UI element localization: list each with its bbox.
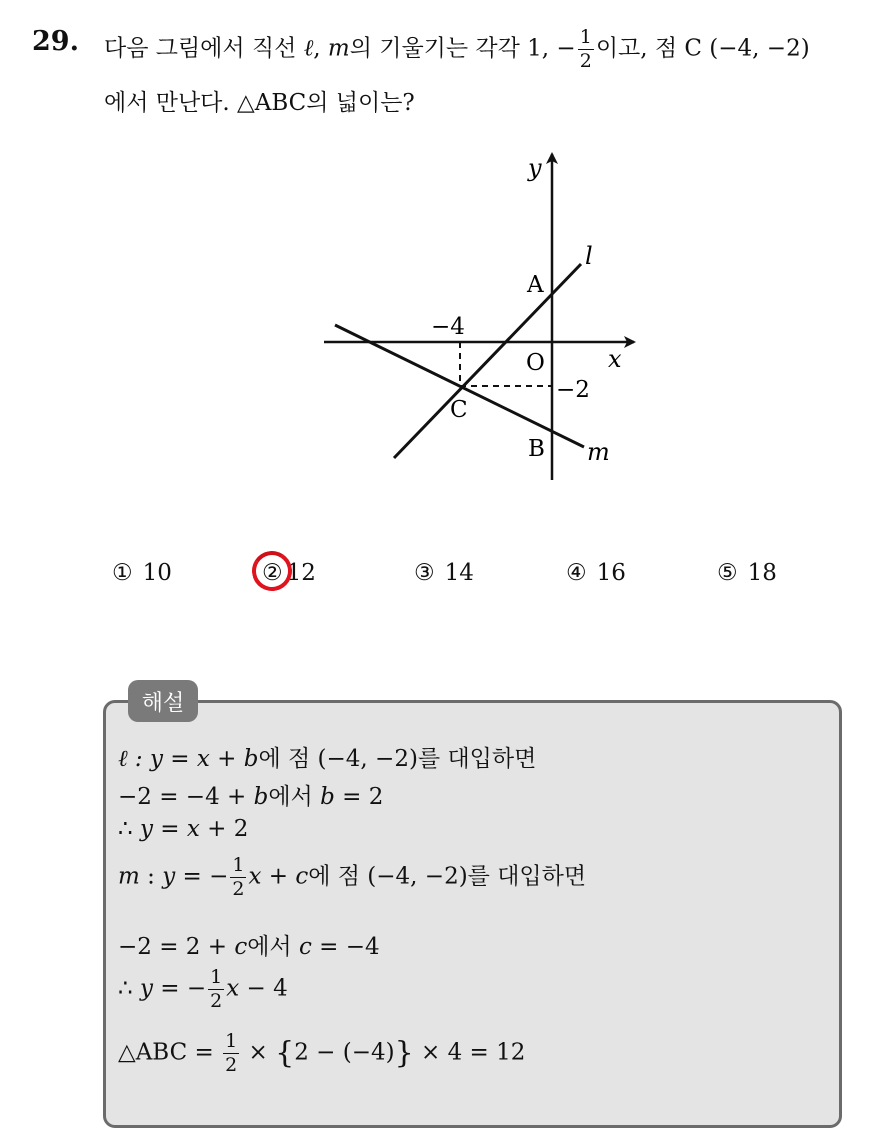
math-text: + bbox=[209, 746, 244, 772]
math-text: = − bbox=[175, 863, 229, 890]
line-l-symbol: ℓ bbox=[303, 35, 314, 62]
solution-line-5 bbox=[118, 928, 380, 961]
math-text: = − bbox=[152, 975, 207, 1002]
choice-value: 10 bbox=[142, 560, 172, 586]
therefore-symbol: ∴ bbox=[118, 975, 140, 1002]
fraction-numerator: 1 bbox=[225, 1030, 238, 1052]
math-var: x bbox=[196, 746, 210, 772]
math-var: b bbox=[320, 784, 335, 810]
line-m-symbol: m bbox=[327, 35, 350, 62]
question-text: 다음 그림에서 직선 bbox=[104, 35, 304, 62]
math-var: c bbox=[298, 934, 312, 960]
point-c-label: C bbox=[450, 397, 468, 423]
point-b-label: B bbox=[528, 436, 545, 462]
math-text: : bbox=[139, 863, 163, 890]
question-number: 29. bbox=[32, 26, 79, 57]
fraction-denominator: 2 bbox=[232, 878, 245, 900]
math-var: b bbox=[243, 746, 259, 772]
point-a-label: A bbox=[527, 272, 544, 298]
math-var: y bbox=[162, 863, 176, 890]
math-text: −2 = −4 + bbox=[118, 784, 254, 810]
choice-value: 16 bbox=[596, 560, 626, 586]
math-var: c bbox=[295, 863, 309, 890]
y-tick-label: −2 bbox=[556, 377, 590, 403]
math-text: ℓ : bbox=[118, 746, 150, 772]
solution-line-7 bbox=[118, 1032, 525, 1075]
fraction-numerator: 1 bbox=[232, 854, 245, 876]
choice-number: ② bbox=[262, 560, 283, 586]
math-var: y bbox=[139, 816, 153, 842]
slope-fraction bbox=[578, 28, 594, 71]
choice-number: ⑤ bbox=[717, 560, 738, 586]
choice-1[interactable] bbox=[112, 560, 172, 586]
math-text: 에 점 (−4, −2)를 대입하면 bbox=[258, 746, 537, 772]
question-text-line-1 bbox=[104, 28, 810, 71]
brace-open: { bbox=[275, 1035, 295, 1071]
math-var: b bbox=[253, 784, 269, 810]
choice-number: ① bbox=[112, 560, 133, 586]
fraction bbox=[223, 1032, 239, 1075]
math-text: △ABC = bbox=[118, 1039, 222, 1066]
solution-line-6 bbox=[118, 968, 288, 1011]
line-m-label: m bbox=[587, 438, 610, 466]
brace-close: } bbox=[394, 1035, 414, 1071]
math-var: x bbox=[186, 816, 200, 842]
answer-choices bbox=[0, 560, 884, 600]
question-text: 의 기울기는 각각 1, − bbox=[349, 35, 576, 62]
marked-answer-circle bbox=[248, 547, 295, 594]
math-text: −2 = 2 + bbox=[118, 934, 235, 960]
choice-4[interactable] bbox=[566, 560, 626, 586]
math-text: = bbox=[162, 746, 197, 772]
choice-number: ④ bbox=[566, 560, 587, 586]
fraction-denominator: 2 bbox=[579, 50, 592, 72]
solution-tab: 해설 bbox=[128, 680, 198, 722]
fraction bbox=[230, 856, 246, 899]
math-text: 2 − (−4) bbox=[294, 1039, 395, 1066]
solution-line-3 bbox=[118, 816, 248, 842]
math-text: × bbox=[241, 1039, 276, 1066]
y-axis-label: y bbox=[528, 154, 542, 182]
therefore-symbol: ∴ bbox=[118, 816, 140, 842]
x-axis-label: x bbox=[608, 345, 622, 373]
math-var: x bbox=[248, 863, 262, 890]
coordinate-graph bbox=[300, 140, 660, 500]
math-text: 에서 bbox=[247, 934, 299, 960]
math-var: y bbox=[139, 975, 153, 1002]
math-text: = −4 bbox=[311, 934, 380, 960]
choice-value: 12 bbox=[286, 560, 316, 586]
choice-value: 18 bbox=[747, 560, 777, 586]
fraction-denominator: 2 bbox=[225, 1054, 238, 1076]
math-text: + bbox=[261, 863, 296, 890]
math-var: y bbox=[149, 746, 163, 772]
fraction-denominator: 2 bbox=[210, 990, 223, 1012]
choice-3[interactable] bbox=[414, 560, 474, 586]
line-l-label: l bbox=[585, 242, 593, 270]
math-text: 에 점 (−4, −2)를 대입하면 bbox=[308, 863, 587, 890]
solution-line-1 bbox=[118, 740, 536, 773]
solution-line-4 bbox=[118, 856, 586, 899]
math-var: m bbox=[118, 863, 140, 890]
fraction bbox=[208, 968, 224, 1011]
solution-line-2 bbox=[118, 778, 383, 811]
question-text-line-2: 에서 만난다. △ABC의 넓이는? bbox=[104, 90, 415, 116]
math-text: × 4 = 12 bbox=[413, 1039, 526, 1066]
choice-number: ③ bbox=[414, 560, 435, 586]
choice-5[interactable] bbox=[717, 560, 777, 586]
comma: , bbox=[313, 35, 328, 62]
math-var: c bbox=[234, 934, 248, 960]
math-var: x bbox=[226, 975, 240, 1002]
fraction-numerator: 1 bbox=[210, 966, 223, 988]
question-text: 이고, 점 C (−4, −2) bbox=[595, 35, 810, 62]
origin-label: O bbox=[526, 350, 545, 376]
math-text: − 4 bbox=[239, 975, 288, 1002]
math-text: + 2 bbox=[199, 816, 249, 842]
choice-value: 14 bbox=[444, 560, 474, 586]
x-tick-label: −4 bbox=[431, 314, 465, 340]
math-text: = 2 bbox=[334, 784, 384, 810]
math-text: = bbox=[152, 816, 187, 842]
math-text: 에서 bbox=[268, 784, 321, 810]
fraction-numerator: 1 bbox=[579, 26, 592, 48]
